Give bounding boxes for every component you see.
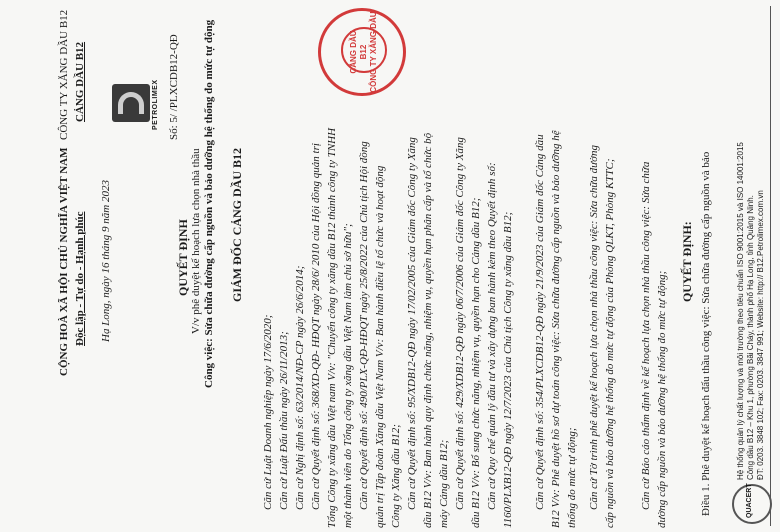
basis-11: Căn cứ Báo cáo thẩm định về kế hoạch lựa chọn nhà thầu công việc: Sửa chữa [640,161,652,510]
basis-9b: B12 V/v: Phê duyệt hồ sơ dự toán công việc: Sửa chữa đường cấp nguồn và bảo dưỡng hệ [550,130,562,528]
basis-5: Căn cứ Quyết định số: 490/PLX-QĐ-HĐQT ngày 25/8/2022 của Chủ tịch Hội đồng [358,141,370,510]
company-seal: CẢNG DẦU B12 CÔNG TY XĂNG DẦU [318,8,406,96]
basis-8: Căn cứ Quy chế quản lý đầu tư và xây dựng ban hành kèm theo Quyết định số: [486,162,498,510]
basis-6c: máy Cảng dầu B12; [438,439,450,528]
national-motto: Độc lập - Tự do - Hạnh phúc [74,211,86,346]
place-date: Hạ Long, ngày 16 tháng 9 năm 2023 [100,180,112,342]
company-parent: CÔNG TY XĂNG DẦU B12 [58,9,70,140]
basis-3: Căn cứ Nghị định số: 63/2014/NĐ-CP ngày 26/6/2014; [294,265,306,510]
basis-4b: Tổng Công ty xăng dầu Việt nam V/v: "Chuyển công ty xăng dầu B12 thành công ty TNHH [326,127,338,528]
basis-2: Căn cứ Luật Đấu thầu ngày 26/11/2013; [278,331,290,510]
decision-title: QUYẾT ĐỊNH [176,219,190,296]
petrolimex-logo [112,84,150,122]
company-name: CẢNG DẦU B12 [74,41,86,122]
decides-heading: QUYẾT ĐỊNH: [680,221,694,302]
basis-9: Căn cứ Quyết định số: 354/PLXCDB12-QĐ ngày 21/9/2023 của Giám đốc Cảng dầu [534,134,546,510]
decision-work: Công việc: Sửa chữa đường cấp nguồn và bảo dưỡng hệ thống đo mức tự động [203,19,215,388]
basis-7b: dầu B12 V/v: Bổ sung chức năng, nhiệm vụ, quyền hạn cho Cảng dầu B12; [470,197,482,528]
basis-1: Căn cứ Luật Doanh nghiệp ngày 17/6/2020; [262,314,274,510]
basis-10b: cấp nguồn và bảo dưỡng hệ thống đo mức tự động của Phòng QLKT, Phòng KTTC; [604,158,616,528]
basis-6: Căn cứ Quyết định số: 95/XDB12-QĐ ngày 17/02/2005 của Giám đốc Công ty Xăng [406,137,418,510]
basis-5c: Công ty Xăng dầu B12; [390,424,402,528]
basis-4c: một thành viên do Tổng công ty xăng dầu Việt Nam làm chủ sở hữu"; [342,223,354,528]
basis-4: Căn cứ Quyết định số: 368/XD-QĐ- HĐQT ngày 28/6/ 2010 của Hội đồng quản trị [310,143,322,510]
issuer-title: GIÁM ĐỐC CẢNG DẦU B12 [230,148,244,302]
article-1: Điều 1. Phê duyệt kế hoạch đấu thầu công việc: Sửa chữa đường cấp nguồn và bảo [700,151,712,516]
footer-iso: Hệ thống quản lý chất lượng và môi trường theo tiêu chuẩn ISO 9001:2015 và ISO 14001:2015 [736,142,745,480]
document-number: Số: 5/ /PLXCDB12-QĐ [168,34,180,140]
basis-9c: thống đo mức tự động; [566,427,578,528]
basis-6b: dầu B12 V/v: Ban hành quy định chức năng, nhiệm vụ, quyền hạn phân cấp và tổ chức bộ [422,132,434,528]
basis-7: Căn cứ Quyết định số: 429/XDB12-QĐ ngày 06/7/2006 của Giám đốc Công ty Xăng [454,137,466,510]
footer [718,0,780,532]
basis-5b: quản trị Tập đoàn Xăng dầu Việt Nam V/v: Ban hành điều lệ tổ chức và hoạt động [374,165,386,528]
footer-address: Công dầu B12 – Khu 1, phường Bãi Cháy, thành phố Hạ Long, tỉnh Quảng Ninh. [746,195,755,480]
basis-8b: 1160/PLXB12-QĐ ngày 12/7/2023 của Chủ tịch Công ty xăng dầu B12; [502,211,514,528]
logo-wordmark: PETROLIMEX [152,79,159,130]
national-title: CỘNG HOÀ XÃ HỘI CHỦ NGHĨA VIỆT NAM [58,147,70,376]
basis-10: Căn cứ Tờ trình phê duyệt kế hoạch lựa chọn nhà thầu công việc: Sửa chữa đường [588,145,600,510]
decision-subject: V/v phê duyệt kế hoạch lựa chọn nhà thầu [190,148,202,334]
certification-logo: QUACERT [732,484,772,524]
footer-contact: ĐT: 0203. 3848 102; Fax: 0203. 3847 991; Website: http:// B12.Petrolimex.com.vn [756,190,765,480]
basis-11b: đường cấp nguồn và bảo dưỡng hệ thống đo mức tự động; [656,270,668,528]
